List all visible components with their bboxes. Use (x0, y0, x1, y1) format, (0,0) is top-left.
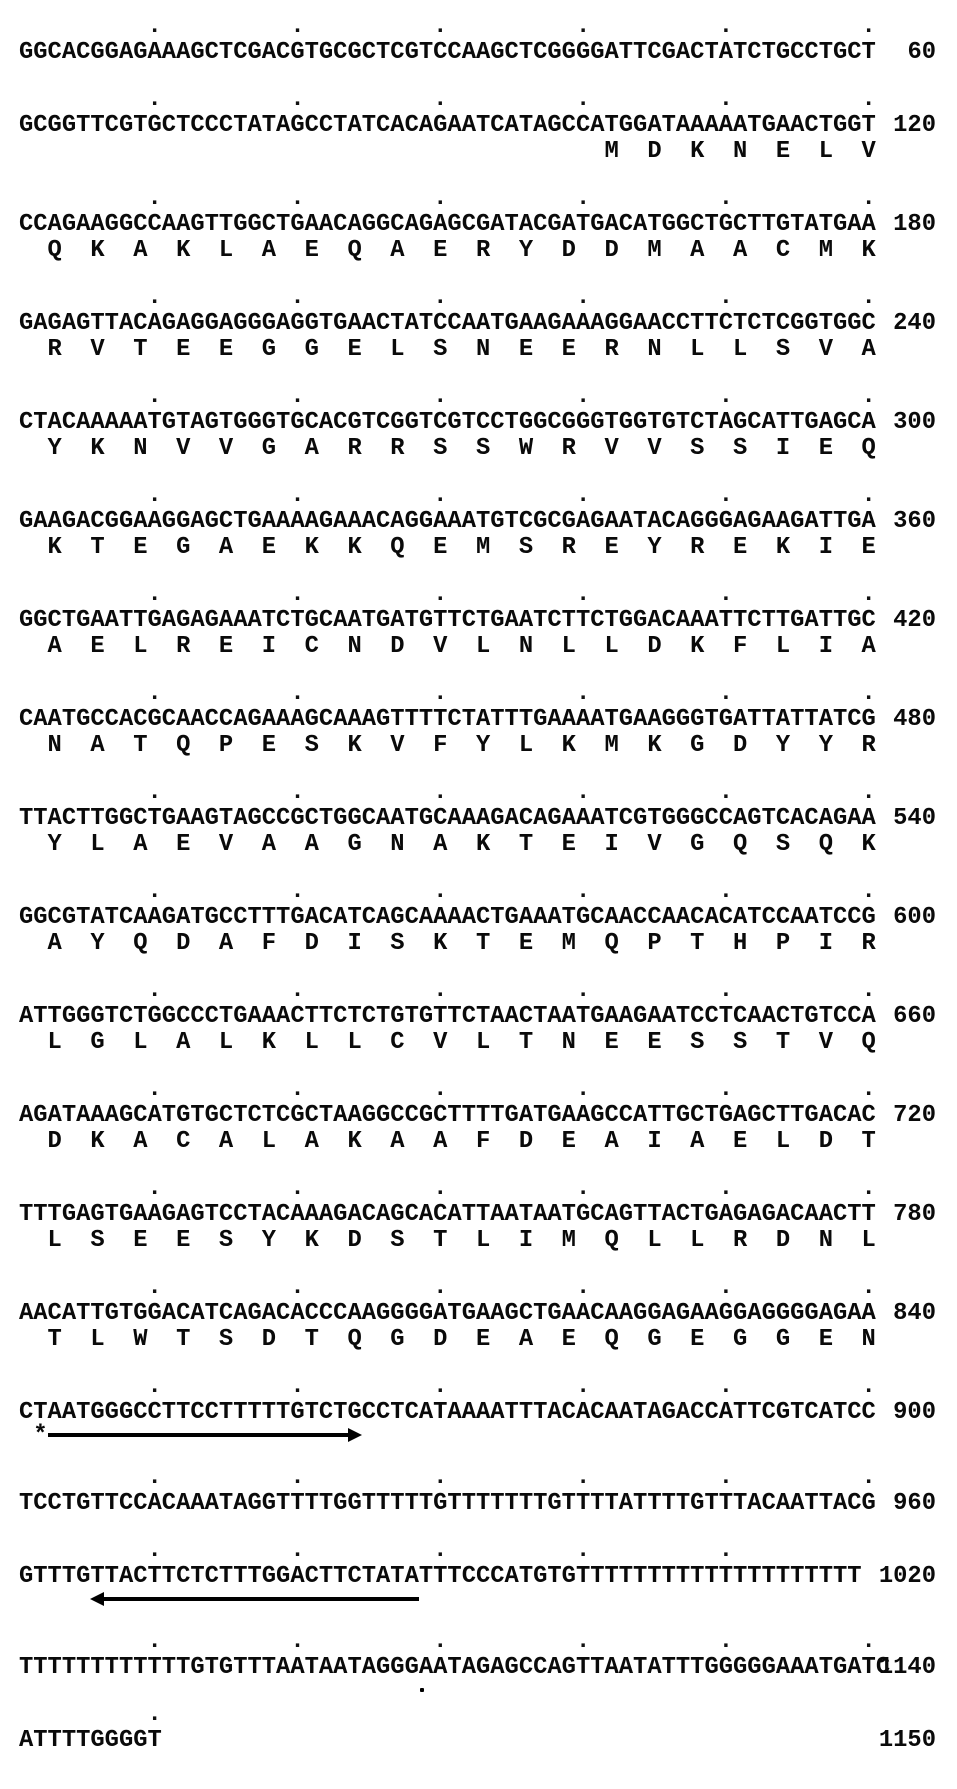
position-number: 660 (893, 1003, 936, 1030)
amino-acid-row: N A T Q P E S K V F Y L K M K G D Y Y R (19, 732, 876, 759)
amino-acid-row: Q K A K L A E Q A E R Y D D M A A C M K (19, 237, 876, 264)
dna-sequence: AGATAAAGCATGTGCTCTCGCTAAGGCCGCTTTTGATGAAGCCATTGCTGAGCTTGACAC (19, 1102, 876, 1129)
tick-marks-row: . (19, 1701, 162, 1728)
sequence-block (19, 1702, 957, 1754)
sequence-block (19, 1465, 957, 1517)
sequence-block (19, 1275, 957, 1353)
tick-marks-row: . . . . . . (19, 1373, 876, 1400)
sequence-block (19, 978, 957, 1056)
dna-sequence: AACATTGTGGACATCAGACACCCAAGGGGATGAAGCTGAACAAGGAGAAGGAGGGGAGAA (19, 1300, 876, 1327)
amino-acid-row: L S E E S Y K D S T L I M Q L L R D N L (19, 1227, 876, 1254)
tick-marks-row: . . . . . . (19, 86, 876, 113)
tick-marks-row: . . . . . . (19, 482, 876, 509)
sequence-block (19, 1077, 957, 1155)
dna-row (19, 1202, 957, 1228)
tick-marks-row: . . . . . . (19, 1076, 876, 1103)
amino-acid-row: D K A C A L A K A A F D E A I A E L D T (19, 1128, 876, 1155)
tick-marks-row: . . . . . . (19, 581, 876, 608)
position-number: 900 (893, 1399, 936, 1426)
dna-sequence: ATTTTGGGGT (19, 1727, 162, 1754)
dna-sequence: GGCACGGAGAAAGCTCGACGTGCGCTCGTCCAAGCTCGGGGATTCGACTATCTGCCTGCT (19, 39, 876, 66)
dna-sequence: GGCTGAATTGAGAGAAATCTGCAATGATGTTCTGAATCTTCTGGACAAATTCTTGATTGC (19, 607, 876, 634)
dna-sequence: GTTTGTTACTTCTCTTTGGACTTCTATATTTCCCATGTGTTTTTTTTTTTTTTTTTTTT (19, 1563, 862, 1590)
dna-sequence: CCAGAAGGCCAAGTTGGCTGAACAGGCAGAGCGATACGATGACATGGCTGCTTGTATGAA (19, 211, 876, 238)
sequence-block (19, 186, 957, 264)
amino-acid-row: T L W T S D T Q G D E A E Q G E G G E N (19, 1326, 876, 1353)
tick-marks-row: . . . . . . (19, 878, 876, 905)
dna-sequence: ATTGGGTCTGGCCCTGAAACTTCTCTGTGTTCTAACTAATGAAGAATCCTCAACTGTCCA (19, 1003, 876, 1030)
tick-marks-row: . . . . . . (19, 13, 876, 40)
tick-marks-row: . . . . . . (19, 1175, 876, 1202)
tick-marks-row: . . . . . . (19, 284, 876, 311)
position-number: 1020 (878, 1563, 936, 1590)
forward-arrow-icon (48, 1433, 349, 1437)
sequence-block (19, 1373, 957, 1449)
dna-row (19, 1400, 957, 1426)
amino-acid-row: L G L A L K L L C V L T N E E S S T V Q (19, 1029, 876, 1056)
position-number: 600 (893, 904, 936, 931)
amino-acid-row: R V T E E G G E L S N E E R N L L S V A (19, 336, 876, 363)
position-number: 300 (893, 409, 936, 436)
position-number: 1140 (878, 1654, 936, 1681)
dna-row (19, 608, 957, 634)
dna-row (19, 509, 957, 535)
amino-acid-row: K T E G A E K K Q E M S R E Y R E K I E (19, 534, 876, 561)
position-number: 360 (893, 508, 936, 535)
dna-row (19, 1491, 957, 1517)
sequence-block (19, 1538, 957, 1608)
dna-row (19, 212, 957, 238)
annotation-row (19, 1422, 957, 1449)
dna-sequence: TTTGAGTGAAGAGTCCTACAAAGACAGCACATTAATAATGCAGTTACTGAGAGACAACTT (19, 1201, 876, 1228)
dna-sequence: GAGAGTTACAGAGGAGGGAGGTGAACTATCCAATGAAGAAAGGAACCTTCTCTCGGTGGC (19, 310, 876, 337)
dna-row (19, 1655, 957, 1681)
annotation-row (19, 1590, 957, 1608)
scan-speck (420, 1688, 424, 1692)
sequence-block (19, 14, 957, 66)
amino-acid-row: A Y Q D A F D I S K T E M Q P T H P I R (19, 930, 876, 957)
tick-marks-row: . . . . . . (19, 185, 876, 212)
sequence-block (19, 285, 957, 363)
sequence-block (19, 582, 957, 660)
position-number: 420 (893, 607, 936, 634)
dna-row (19, 1004, 957, 1030)
stop-codon-marker: * (33, 1422, 48, 1449)
position-number: 1150 (878, 1727, 936, 1754)
tick-marks-row: . . . . . . (19, 1274, 876, 1301)
dna-sequence: TTTTTTTTTTTTGTGTTTAATAATAGGGAATAGAGCCAGTTAATATTTGGGGGAAATGATC (19, 1654, 891, 1681)
dna-sequence: TCCTGTTCCACAAATAGGTTTTGGTTTTTGTTTTTTTGTTTTATTTTGTTTACAATTACG (19, 1490, 876, 1517)
tick-marks-row: . . . . . . (19, 977, 876, 1004)
sequence-block (19, 483, 957, 561)
dna-row (19, 1103, 957, 1129)
position-number: 840 (893, 1300, 936, 1327)
position-number: 240 (893, 310, 936, 337)
dna-row (19, 806, 957, 832)
dna-sequence: TTACTTGGCTGAAGTAGCCGCTGGCAATGCAAAGACAGAAATCGTGGGCCAGTCACAGAA (19, 805, 876, 832)
dna-row (19, 40, 957, 66)
dna-sequence: CAATGCCACGCAACCAGAAAGCAAAGTTTTCTATTTGAAAATGAAGGGTGATTATTATCG (19, 706, 876, 733)
sequence-block (19, 1176, 957, 1254)
position-number: 960 (893, 1490, 936, 1517)
tick-marks-row: . . . . . . (19, 680, 876, 707)
dna-row (19, 113, 957, 139)
tick-marks-row: . . . . . . (19, 1464, 876, 1491)
amino-acid-row: Y K N V V G A R R S S W R V V S S I E Q (19, 435, 876, 462)
position-number: 720 (893, 1102, 936, 1129)
tick-marks-row: . . . . . . (19, 383, 876, 410)
dna-sequence: CTACAAAAATGTAGTGGGTGCACGTCGGTCGTCCTGGCGGGTGGTGTCTAGCATTGAGCA (19, 409, 876, 436)
dna-sequence: GCGGTTCGTGCTCCCTATAGCCTATCACAGAATCATAGCCATGGATAAAAATGAACTGGT (19, 112, 876, 139)
sequence-block (19, 780, 957, 858)
tick-marks-row: . . . . . . (19, 779, 876, 806)
position-number: 540 (893, 805, 936, 832)
tick-marks-row: . . . . . (19, 1537, 734, 1564)
dna-row (19, 410, 957, 436)
dna-row (19, 311, 957, 337)
dna-row (19, 905, 957, 931)
amino-acid-row: A E L R E I C N D V L N L L D K F L I A (19, 633, 876, 660)
position-number: 120 (893, 112, 936, 139)
position-number: 180 (893, 211, 936, 238)
position-number: 780 (893, 1201, 936, 1228)
reverse-arrow-icon (103, 1597, 418, 1601)
position-number: 60 (907, 39, 936, 66)
sequence-block (19, 1629, 957, 1681)
dna-row (19, 1564, 957, 1590)
dna-row (19, 1728, 957, 1754)
tick-marks-row: . . . . . . (19, 1628, 876, 1655)
dna-sequence: CTAATGGGCCTTCCTTTTTGTCTGCCTCATAAAATTTACACAATAGACCATTCGTCATCC (19, 1399, 876, 1426)
sequence-block (19, 384, 957, 462)
sequence-block (19, 879, 957, 957)
dna-sequence: GAAGACGGAAGGAGCTGAAAAGAAACAGGAAATGTCGCGAGAATACAGGGAGAAGATTGA (19, 508, 876, 535)
amino-acid-row: Y L A E V A A G N A K T E I V G Q S Q K (19, 831, 876, 858)
position-number: 480 (893, 706, 936, 733)
amino-acid-row: M D K N E L V (19, 138, 876, 165)
sequence-block (19, 681, 957, 759)
sequence-block (19, 87, 957, 165)
dna-row (19, 1301, 957, 1327)
dna-sequence: GGCGTATCAAGATGCCTTTGACATCAGCAAAACTGAAATGCAACCAACACATCCAATCCG (19, 904, 876, 931)
dna-row (19, 707, 957, 733)
